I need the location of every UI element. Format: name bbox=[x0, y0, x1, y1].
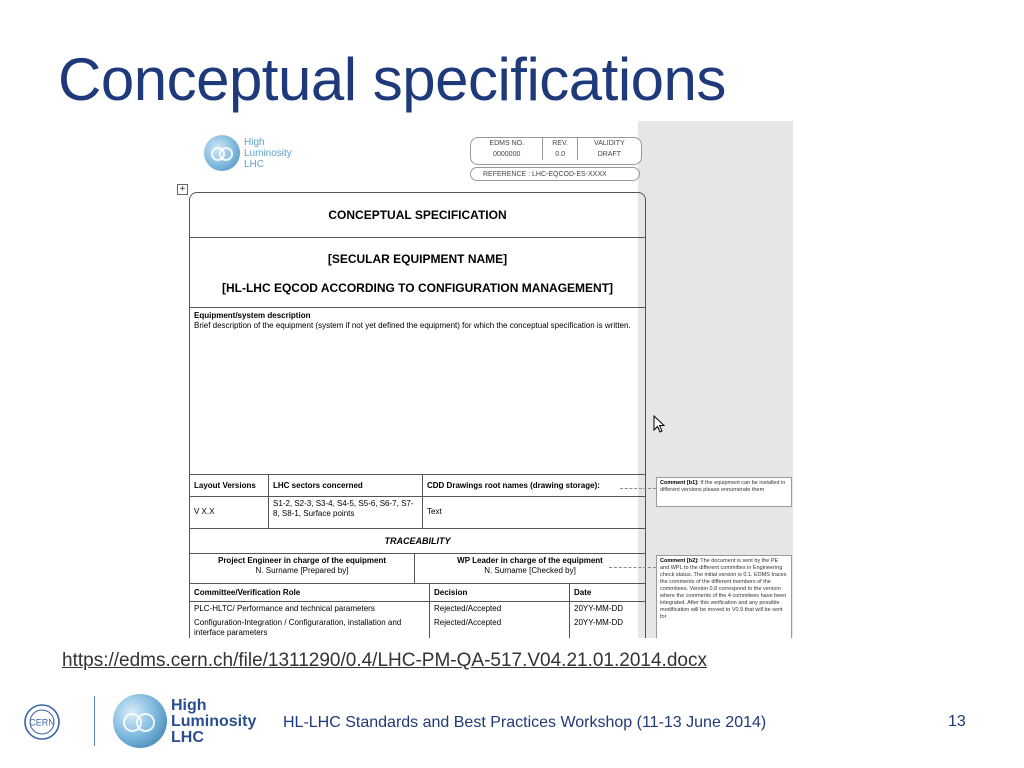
hl-lhc-logo-text: High Luminosity LHC bbox=[171, 697, 257, 746]
wp-heading: WP Leader in charge of the equipment bbox=[457, 556, 603, 565]
layout-values-row bbox=[190, 496, 645, 528]
validity-header: VALIDITY bbox=[577, 138, 641, 149]
wp-value: N. Surname [Checked by] bbox=[484, 566, 576, 575]
comment-label: Comment [b1]: bbox=[660, 480, 699, 486]
pe-heading: Project Engineer in charge of the equipment bbox=[217, 556, 387, 565]
comment-text: The document is sent by the PE and WPL to the different committes in Engineering check status. The initial version is 0.1. EDMS traces the comments of the different members of the commitees. Version 0.8 correspond to the version where the comments of the 4 commitees have been integrated. After this verification and any possible modification will be moved to V0.9 that will be sent for bbox=[660, 558, 787, 620]
eqcod-line: [HL-LHC EQCOD ACCORDING TO CONFIGURATION MANAGEMENT] bbox=[221, 281, 614, 295]
validity-value: DRAFT bbox=[577, 149, 641, 160]
mouse-pointer-icon bbox=[653, 415, 667, 433]
cern-logo bbox=[22, 702, 62, 742]
document-screenshot bbox=[160, 121, 793, 638]
comment-text: If the equipment can be installed in different versions please ennumerate them bbox=[660, 480, 786, 493]
comment-b1[interactable] bbox=[656, 477, 792, 507]
table-cell: S1-2, S2-3, S3-4, S4-5, S5-6, S6-7, S7-8, S8-1, Surface points bbox=[268, 497, 422, 528]
hl-lhc-logo-icon bbox=[113, 694, 167, 748]
reference-line: REFERENCE : LHC-EQCOD-ES-XXXX bbox=[470, 167, 640, 181]
rev-value: 0.0 bbox=[543, 149, 577, 160]
footer-divider bbox=[94, 696, 95, 746]
form-title: CONCEPTUAL SPECIFICATION bbox=[328, 208, 507, 222]
table-expand-icon[interactable]: + bbox=[177, 184, 188, 195]
table-header-cell: Date bbox=[569, 584, 645, 601]
table-cell: PLC-HLTC/ Performance and technical parameters Configuration-Integration / Configuraration, installation and interface parameters bbox=[194, 604, 402, 637]
comment-connector bbox=[620, 488, 656, 489]
table-cell: Rejected/Accepted Rejected/Accepted bbox=[429, 602, 569, 638]
document-link[interactable]: https://edms.cern.ch/file/1311290/0.4/LHC-PM-QA-517.V04.21.01.2014.docx bbox=[62, 650, 707, 671]
equipment-name-block bbox=[190, 237, 645, 307]
hl-lhc-logo-icon bbox=[204, 135, 240, 171]
committee-header-row bbox=[190, 583, 645, 601]
traceability-heading: TRACEABILITY bbox=[190, 528, 645, 553]
responsibles-row bbox=[190, 553, 645, 583]
wp-cell bbox=[414, 554, 645, 583]
footer-text: HL-LHC Standards and Best Practices Workshop (11-13 June 2014) bbox=[283, 714, 767, 731]
edms-no-header: EDMS NO. bbox=[489, 140, 525, 147]
description-heading: Equipment/system description bbox=[194, 311, 311, 320]
edms-reference-box bbox=[470, 137, 642, 165]
comment-b2[interactable] bbox=[656, 555, 792, 638]
pe-value: N. Surname [Prepared by] bbox=[255, 566, 349, 575]
table-header-cell: Decision bbox=[429, 584, 569, 601]
table-cell: V X.X bbox=[194, 507, 215, 516]
comment-connector bbox=[609, 567, 656, 568]
description-block bbox=[190, 307, 645, 474]
pe-cell bbox=[190, 554, 414, 583]
page-number: 13 bbox=[948, 713, 966, 730]
table-header-cell: LHC sectors concerned bbox=[268, 475, 422, 496]
table-header-cell: CDD Drawings root names (drawing storage): bbox=[422, 475, 645, 496]
layout-header-row bbox=[190, 474, 645, 496]
table-cell: Text bbox=[422, 497, 645, 528]
doc-hl-lhc-logo bbox=[204, 135, 314, 179]
description-text: Brief description of the equipment (system if not yet defined the equipment) for which the conceptual specification is written. bbox=[194, 321, 631, 330]
doc-logo-text: High Luminosity LHC bbox=[244, 137, 292, 170]
rev-header: REV. bbox=[543, 138, 577, 149]
table-header-cell: Committee/Verification Role bbox=[194, 588, 301, 597]
cern-logo-text: CERN bbox=[29, 717, 55, 728]
equipment-name: [SECULAR EQUIPMENT NAME] bbox=[327, 252, 508, 266]
comment-label: Comment [b2]: bbox=[660, 558, 699, 564]
slide-title: Conceptual specifications bbox=[58, 46, 726, 113]
edms-no-value: 0000000 bbox=[493, 151, 521, 158]
table-cell: 20YY-MM-DD 20YY-MM-DD bbox=[569, 602, 645, 638]
committee-values bbox=[190, 601, 645, 638]
specification-form bbox=[189, 192, 646, 638]
table-header-cell: Layout Versions bbox=[194, 481, 256, 490]
